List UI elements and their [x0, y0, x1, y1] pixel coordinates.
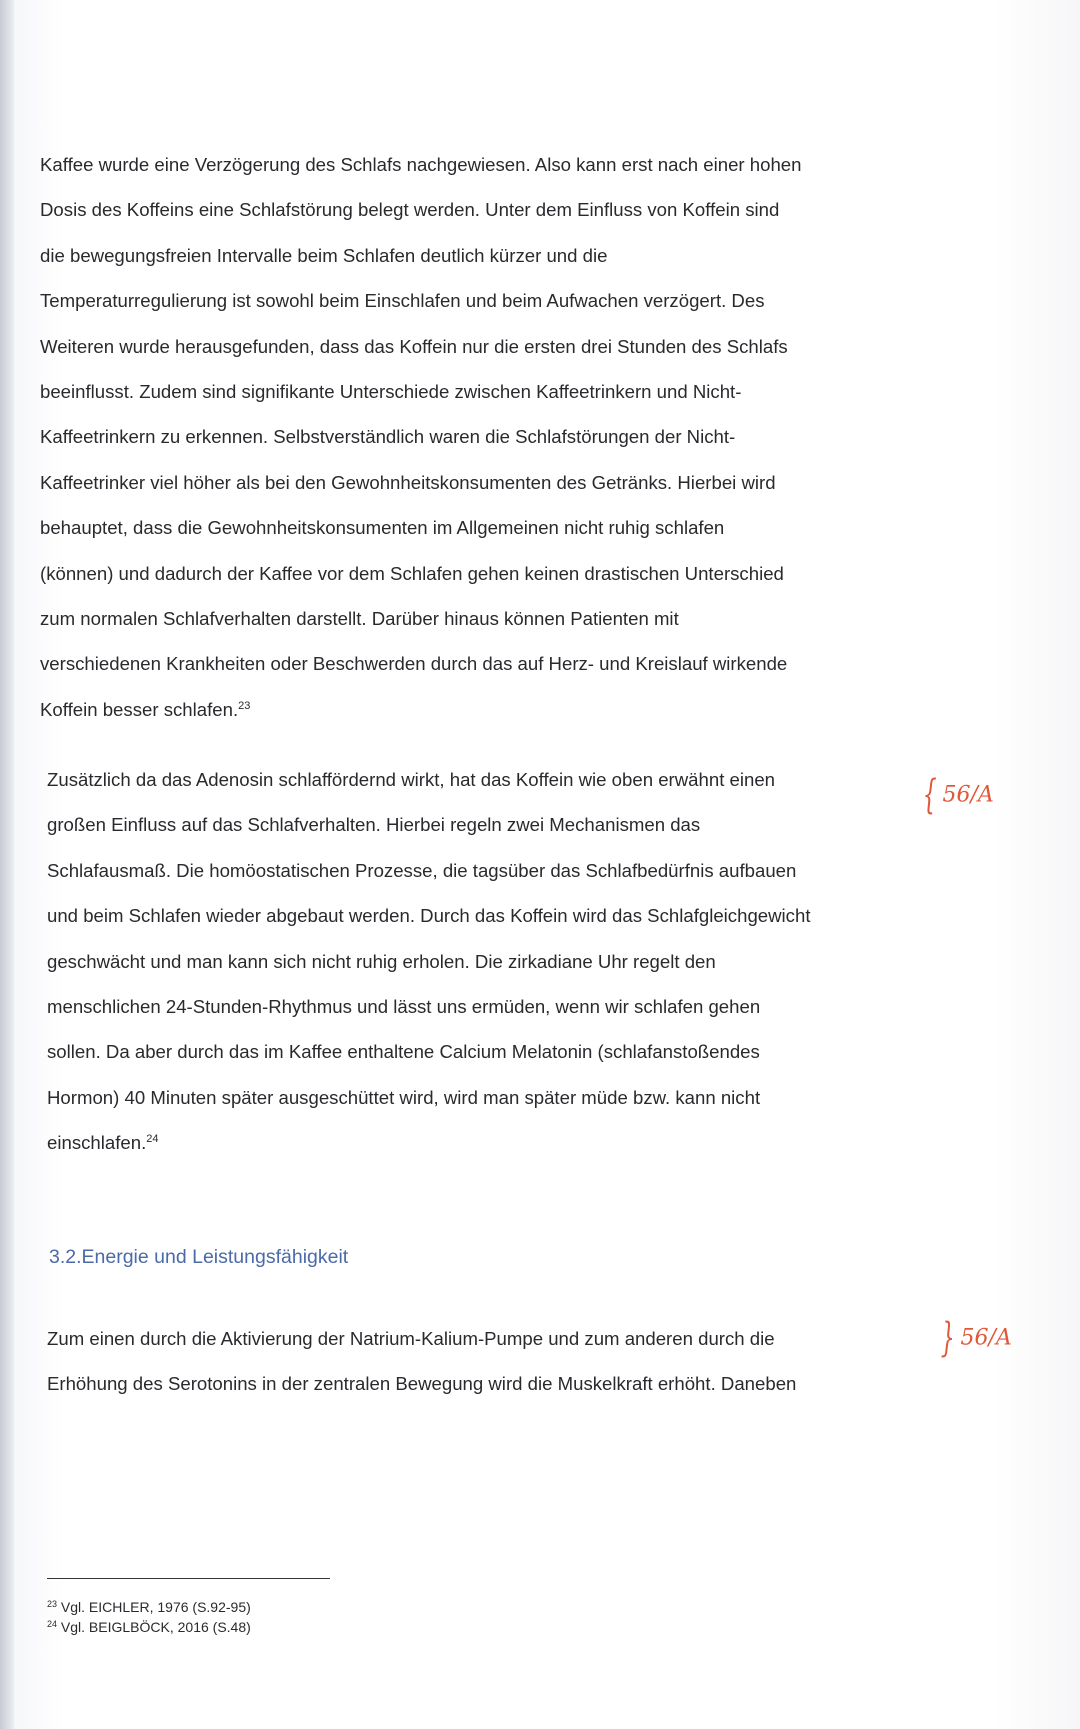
margin-grading-note	[917, 772, 994, 818]
footnotes	[47, 1597, 251, 1637]
section-heading: 3.2.Energie und Leistungsfähigkeit	[49, 1246, 349, 1268]
text-line: beeinflusst. Zudem sind signifikante Unterschiede zwischen Kaffeetrinkern und Nicht-	[40, 381, 742, 403]
paragraph-energy	[47, 1316, 947, 1407]
footnote-reference[interactable]: 24	[146, 1133, 159, 1146]
text-line: Erhöhung des Serotonins in der zentralen Bewegung wird die Muskelkraft erhöht. Daneben	[47, 1373, 797, 1395]
page-binding-edge	[0, 0, 14, 1729]
text-line: Kaffeetrinker viel höher als bei den Gewohnheitskonsumenten des Getränks. Hierbei wird	[40, 471, 776, 493]
text-line-content: Koffein besser schlafen.	[40, 698, 239, 720]
grading-text: 56/A	[960, 1325, 1012, 1351]
brace-mark: }	[940, 1315, 955, 1361]
footnote-item	[47, 1617, 251, 1637]
paragraph-adenosine	[47, 757, 947, 1166]
margin-grading-note	[935, 1315, 1012, 1361]
footnote-number: 24	[47, 1619, 58, 1629]
text-line: Dosis des Koffeins eine Schlafstörung belegt werden. Unter dem Einfluss von Koffein sind	[40, 199, 780, 221]
footnote-number: 23	[47, 1599, 58, 1609]
text-line: und beim Schlafen wieder abgebaut werden. Durch das Koffein wird das Schlafgleichgewicht	[47, 905, 811, 927]
footnote-reference[interactable]: 23	[238, 699, 251, 712]
text-line: Hormon) 40 Minuten später ausgeschüttet wird, wird man später müde bzw. kann nicht	[47, 1086, 761, 1108]
footnote-item	[47, 1597, 251, 1617]
text-line: Weiteren wurde herausgefunden, dass das Koffein nur die ersten drei Stunden des Schlafs	[40, 335, 788, 357]
text-line: großen Einfluss auf das Schlafverhalten. Hierbei regeln zwei Mechanismen das	[47, 814, 701, 836]
text-line: Temperaturregulierung ist sowohl beim Einschlafen und beim Aufwachen verzögert. Des	[40, 290, 765, 312]
text-line-content: einschlafen.	[47, 1132, 147, 1154]
text-line: sollen. Da aber durch das im Kaffee enthaltene Calcium Melatonin (schlafanstoßendes	[47, 1041, 760, 1063]
footnote-text: Vgl. EICHLER, 1976 (S.92-95)	[60, 1599, 251, 1615]
text-line: die bewegungsfreien Intervalle beim Schlafen deutlich kürzer und die	[40, 244, 608, 266]
text-line: menschlichen 24-Stunden-Rhythmus und lässt uns ermüden, wenn wir schlafen gehen	[47, 996, 761, 1018]
brace-mark: {	[922, 772, 937, 818]
text-line: verschiedenen Krankheiten oder Beschwerden durch das auf Herz- und Kreislauf wirkende	[40, 653, 788, 675]
text-line: Schlafausmaß. Die homöostatischen Prozesse, die tagsüber das Schlafbedürfnis aufbauen	[47, 859, 797, 881]
text-line	[40, 687, 940, 732]
text-line: Kaffeetrinkern zu erkennen. Selbstverständlich waren die Schlafstörungen der Nicht-	[40, 426, 736, 448]
paragraph-sleep-effects	[40, 142, 940, 732]
text-line: geschwächt und man kann sich nicht ruhig erholen. Die zirkadiane Uhr regelt den	[47, 950, 716, 972]
text-line: (können) und dadurch der Kaffee vor dem Schlafen gehen keinen drastischen Unterschied	[40, 562, 784, 584]
text-line: Kaffee wurde eine Verzögerung des Schlafs nachgewiesen. Also kann erst nach einer hohen	[40, 154, 802, 175]
text-line: Zum einen durch die Aktivierung der Natrium-Kalium-Pumpe und zum anderen durch die	[47, 1328, 775, 1349]
text-line: Zusätzlich da das Adenosin schlaffördernd wirkt, hat das Koffein wie oben erwähnt einen	[47, 769, 776, 790]
text-line: behauptet, dass die Gewohnheitskonsumenten im Allgemeinen nicht ruhig schlafen	[40, 517, 725, 539]
grading-text: 56/A	[942, 782, 994, 808]
text-line: zum normalen Schlafverhalten darstellt. Darüber hinaus können Patienten mit	[40, 608, 679, 630]
footnote-separator	[47, 1578, 330, 1579]
text-line	[47, 1120, 947, 1165]
footnote-text: Vgl. BEIGLBÖCK, 2016 (S.48)	[60, 1619, 251, 1635]
